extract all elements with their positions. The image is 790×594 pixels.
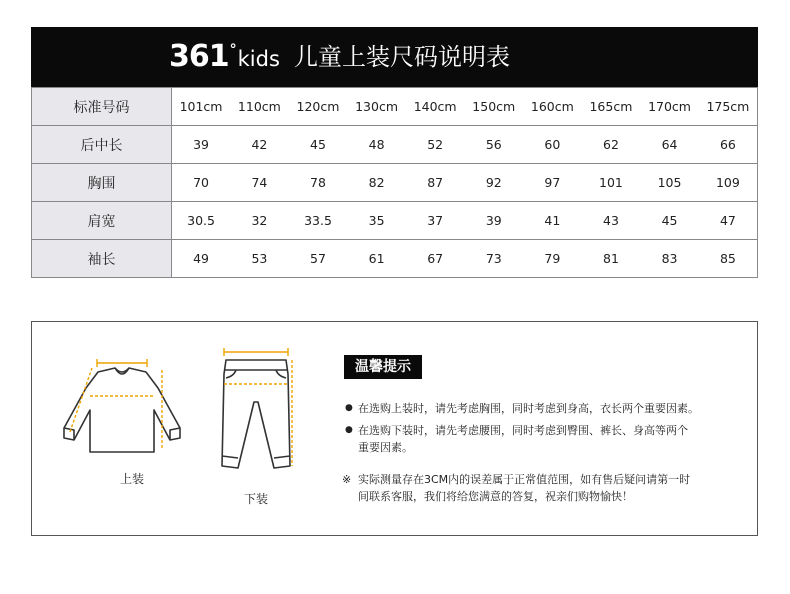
table-cell: 37 <box>406 202 465 240</box>
table-cell: 160cm <box>523 88 582 126</box>
header-banner <box>31 27 758 87</box>
table-cell: 175cm <box>699 88 758 126</box>
table-cell: 35 <box>347 202 406 240</box>
table-cell: 83 <box>640 240 699 278</box>
table-row <box>32 126 758 164</box>
table-header-row <box>32 88 758 126</box>
tip-text: 重要因素。 <box>358 441 413 454</box>
table-cell: 32 <box>230 202 289 240</box>
table-cell: 41 <box>523 202 582 240</box>
table-cell: 85 <box>699 240 758 278</box>
tip-item <box>345 400 699 417</box>
table-cell: 45 <box>289 126 348 164</box>
table-cell: 150cm <box>464 88 523 126</box>
tip-note <box>342 471 691 505</box>
table-cell: 140cm <box>406 88 465 126</box>
bullet-icon: ● <box>345 425 353 435</box>
brand-logo <box>169 37 280 77</box>
table-cell: 47 <box>699 202 758 240</box>
note-icon: ※ <box>342 473 352 486</box>
size-table <box>31 87 758 278</box>
table-cell: 42 <box>230 126 289 164</box>
table-cell: 73 <box>464 240 523 278</box>
table-row <box>32 164 758 202</box>
logo-degree: ° <box>229 42 236 58</box>
bottom-caption: 下装 <box>244 492 269 506</box>
note-text: 实际测量存在3CM内的误差属于正常值范围，如有售后疑问请第一时 <box>358 473 691 486</box>
table-cell: 64 <box>640 126 699 164</box>
table-cell: 74 <box>230 164 289 202</box>
table-cell: 39 <box>172 126 231 164</box>
tip-text: 在选购下装时，请先考虑腰围，同时考虑到臀围、裤长、身高等两个 <box>358 424 688 437</box>
table-cell: 30.5 <box>172 202 231 240</box>
row-label: 后中长 <box>32 126 172 164</box>
table-row <box>32 240 758 278</box>
page-title: 儿童上装尺码说明表 <box>294 43 510 71</box>
table-cell: 110cm <box>230 88 289 126</box>
note-text: 间联系客服，我们将给您满意的答复，祝亲们购物愉快！ <box>358 490 633 503</box>
table-cell: 49 <box>172 240 231 278</box>
table-cell: 101cm <box>172 88 231 126</box>
table-cell: 57 <box>289 240 348 278</box>
top-caption: 上装 <box>120 472 145 486</box>
tip-item <box>345 422 688 456</box>
table-cell: 62 <box>582 126 641 164</box>
table-cell: 105 <box>640 164 699 202</box>
table-cell: 97 <box>523 164 582 202</box>
bullet-icon: ● <box>345 403 353 413</box>
top-garment-icon <box>62 358 182 460</box>
row-label: 袖长 <box>32 240 172 278</box>
table-cell: 165cm <box>582 88 641 126</box>
table-cell: 60 <box>523 126 582 164</box>
table-cell: 61 <box>347 240 406 278</box>
tips-badge: 温馨提示 <box>344 355 422 379</box>
table-cell: 81 <box>582 240 641 278</box>
table-cell: 48 <box>347 126 406 164</box>
pants-icon <box>218 348 294 480</box>
table-cell: 45 <box>640 202 699 240</box>
row-label: 标准号码 <box>32 88 172 126</box>
table-cell: 70 <box>172 164 231 202</box>
table-cell: 52 <box>406 126 465 164</box>
table-cell: 67 <box>406 240 465 278</box>
table-row <box>32 202 758 240</box>
table-cell: 78 <box>289 164 348 202</box>
table-cell: 130cm <box>347 88 406 126</box>
table-cell: 82 <box>347 164 406 202</box>
table-cell: 33.5 <box>289 202 348 240</box>
table-cell: 109 <box>699 164 758 202</box>
tip-text: 在选购上装时，请先考虑胸围，同时考虑到身高，衣长两个重要因素。 <box>358 402 699 415</box>
table-cell: 170cm <box>640 88 699 126</box>
table-cell: 120cm <box>289 88 348 126</box>
table-cell: 53 <box>230 240 289 278</box>
logo-kids: kids <box>237 47 280 71</box>
row-label: 胸围 <box>32 164 172 202</box>
table-cell: 87 <box>406 164 465 202</box>
table-cell: 79 <box>523 240 582 278</box>
table-cell: 92 <box>464 164 523 202</box>
table-cell: 39 <box>464 202 523 240</box>
table-cell: 43 <box>582 202 641 240</box>
row-label: 肩宽 <box>32 202 172 240</box>
table-cell: 66 <box>699 126 758 164</box>
table-cell: 101 <box>582 164 641 202</box>
logo-number: 361 <box>169 39 229 74</box>
table-cell: 56 <box>464 126 523 164</box>
